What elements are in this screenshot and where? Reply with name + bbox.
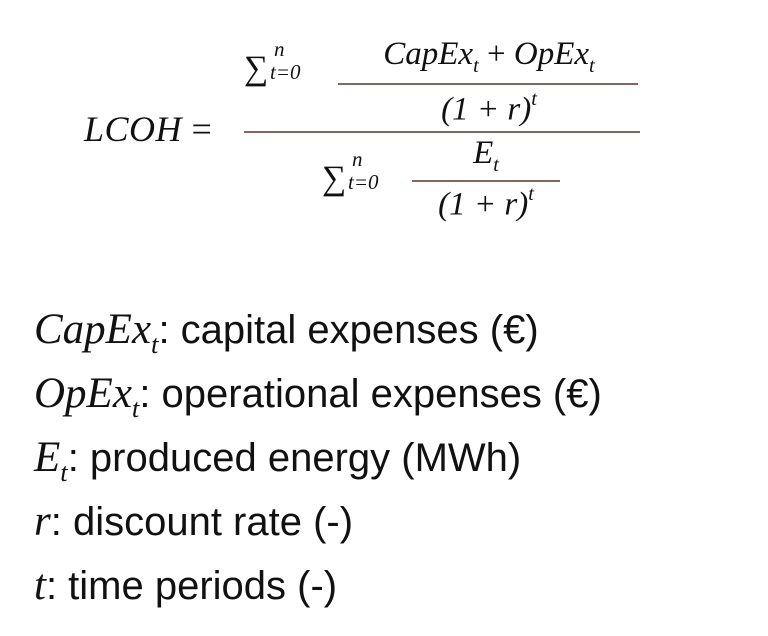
denominator-summation — [322, 147, 412, 220]
definition-energy — [34, 428, 764, 492]
capex-subscript: t — [473, 54, 479, 77]
numerator-lower-limit: t=0 — [270, 60, 301, 84]
definition-opex — [34, 364, 764, 428]
numerator-fraction-bar — [338, 83, 638, 85]
definition-rate — [34, 492, 764, 556]
opex-term: OpEx — [513, 36, 590, 72]
definition-symbol: CapEx — [34, 306, 152, 353]
formula-lhs — [84, 108, 212, 150]
numerator-summation — [244, 37, 334, 110]
numerator-fraction-bottom — [338, 88, 640, 129]
definition-subscript: t — [60, 457, 68, 488]
definition-subscript: t — [151, 329, 159, 360]
main-fraction-bar — [244, 131, 640, 133]
plus-sign: + — [487, 36, 506, 72]
capex-term: CapEx — [383, 36, 474, 72]
numerator-sigma: ∑ — [244, 50, 269, 87]
definition-description: : time periods (-) — [45, 564, 338, 608]
denominator-exponent: t — [528, 183, 534, 205]
variable-definitions — [34, 300, 764, 620]
denominator-sigma: ∑ — [322, 160, 347, 197]
definition-description: : capital expenses (€) — [158, 308, 539, 352]
numerator-upper-limit: n — [274, 37, 285, 61]
denominator-fraction-bottom — [412, 183, 560, 224]
lhs-symbol: LCOH — [84, 109, 183, 149]
definition-symbol: t — [34, 562, 46, 609]
denominator-fraction-top — [412, 135, 560, 177]
definition-symbol: OpEx — [34, 370, 132, 417]
denominator-fraction-bar — [412, 180, 560, 182]
definition-description: : discount rate (-) — [50, 500, 354, 544]
numerator-discount-factor: (1 + r) — [441, 91, 532, 128]
definition-description: : operational expenses (€) — [139, 372, 602, 416]
definition-subscript: t — [131, 393, 140, 424]
denominator-lower-limit: t=0 — [348, 170, 379, 194]
numerator-fraction-top — [338, 36, 640, 78]
denominator-discount-factor: (1 + r) — [438, 186, 529, 223]
energy-term: E — [473, 135, 494, 171]
definition-description: : produced energy (MWh) — [67, 436, 522, 480]
definition-symbol: E — [34, 434, 61, 481]
energy-subscript: t — [493, 153, 499, 176]
definition-capex — [34, 300, 764, 364]
definition-time — [34, 556, 764, 620]
numerator-exponent: t — [531, 88, 537, 110]
lcoh-formula — [0, 0, 768, 260]
definition-symbol: r — [34, 498, 51, 545]
equals-sign: = — [191, 109, 213, 149]
denominator-upper-limit: n — [352, 147, 363, 171]
opex-subscript: t — [589, 54, 595, 77]
